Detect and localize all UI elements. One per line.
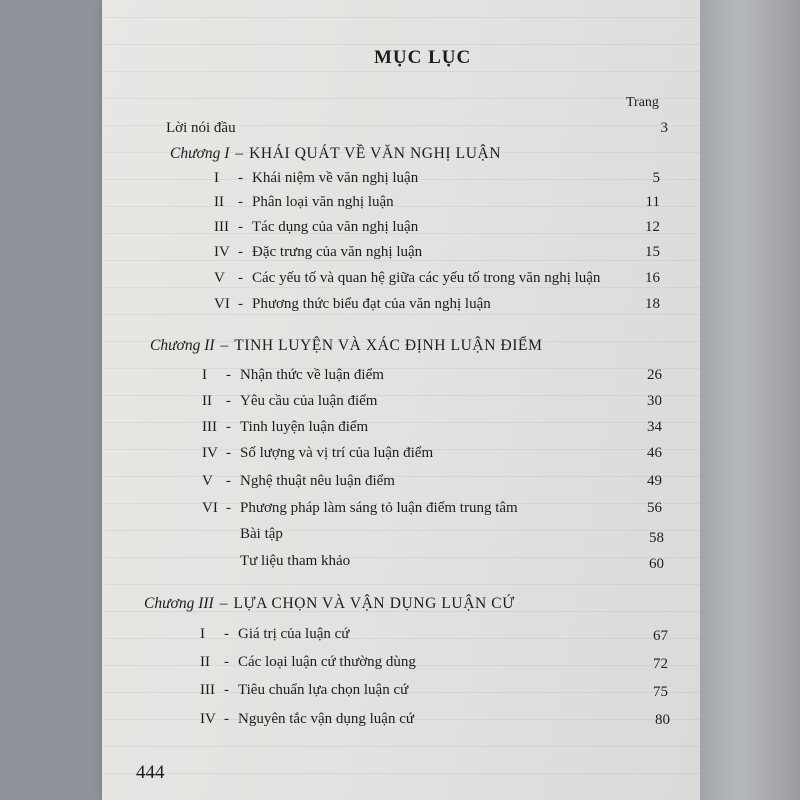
chapter-label: Chương II	[150, 337, 215, 354]
intro-entry-page: 3	[660, 120, 668, 136]
toc-entry-page: 30	[647, 393, 662, 409]
toc-entry: II - Phân loại văn nghị luận	[214, 194, 394, 210]
facing-page-edge	[700, 0, 800, 800]
page-title: MỤC LỤC	[374, 47, 472, 68]
toc-entry: I - Khái niệm về văn nghị luận	[214, 170, 419, 186]
toc-entry-page: 56	[647, 500, 662, 516]
intro-entry-title: Lời nói đầu	[166, 120, 236, 136]
toc-entry-page: 15	[645, 244, 660, 260]
page-number: 444	[136, 762, 165, 783]
toc-entry: V - Các yếu tố và quan hệ giữa các yếu tố trong văn nghị luận	[214, 270, 601, 286]
chapter-heading: Chương III – LỰA CHỌN VÀ VẬN DỤNG LUẬN CỨ	[144, 595, 515, 612]
toc-entry: IV - Số lượng và vị trí của luận điểm	[202, 445, 434, 461]
toc-entry: III - Tinh luyện luận điểm	[202, 419, 369, 435]
chapter-label: Chương I	[170, 145, 230, 162]
chapter-title: TINH LUYỆN VÀ XÁC ĐỊNH LUẬN ĐIỂM	[234, 337, 543, 354]
toc-entry: III - Tác dụng của văn nghị luận	[214, 219, 419, 235]
toc-entry: VI - Phương pháp làm sáng tỏ luận điểm trung tâm	[202, 500, 518, 516]
toc-entry-page: 34	[647, 419, 662, 435]
toc-entry-page: 49	[647, 473, 662, 489]
toc-entry: IV - Nguyên tắc vận dụng luận cứ	[200, 711, 414, 727]
toc-entry-page: 16	[645, 270, 660, 286]
toc-entry: I - Nhận thức về luận điểm	[202, 367, 384, 383]
chapter-heading: Chương II – TINH LUYỆN VÀ XÁC ĐỊNH LUẬN ĐIỂM	[150, 337, 543, 354]
toc-entry-page: 26	[647, 367, 662, 383]
toc-entry: II - Yêu cầu của luận điểm	[202, 393, 378, 409]
toc-entry-page: 18	[645, 296, 660, 312]
toc-entry-page: 67	[653, 628, 668, 644]
toc-entry-page: 5	[652, 170, 660, 186]
toc-entry-page: 72	[653, 656, 668, 672]
toc-entry: III - Tiêu chuẩn lựa chọn luận cứ	[200, 682, 409, 698]
toc-entry: VI - Phương thức biểu đạt của văn nghị luận	[214, 296, 491, 312]
toc-entry: V - Nghệ thuật nêu luận điểm	[202, 473, 395, 489]
toc-entry-page: 46	[647, 445, 662, 461]
toc-entry: I - Giá trị của luận cứ	[200, 626, 350, 642]
chapter-title: LỰA CHỌN VÀ VẬN DỤNG LUẬN CỨ	[233, 595, 515, 612]
book-page	[102, 0, 700, 800]
toc-entry-page: 58	[649, 530, 664, 546]
chapter-heading: Chương I – KHÁI QUÁT VỀ VĂN NGHỊ LUẬN	[170, 145, 502, 162]
toc-entry-page: 12	[645, 219, 660, 235]
toc-entry: Tư liệu tham khảo	[240, 553, 351, 569]
toc-entry-page: 75	[653, 684, 668, 700]
toc-entry-page: 60	[649, 556, 664, 572]
chapter-title: KHÁI QUÁT VỀ VĂN NGHỊ LUẬN	[249, 145, 502, 162]
toc-entry-page: 11	[645, 194, 660, 210]
page-column-label: Trang	[626, 95, 659, 110]
toc-entry: IV - Đặc trưng của văn nghị luận	[214, 244, 423, 260]
toc-entry: Bài tập	[240, 526, 283, 542]
chapter-label: Chương III	[144, 595, 214, 612]
toc-entry: II - Các loại luận cứ thường dùng	[200, 654, 416, 670]
toc-entry-page: 80	[655, 712, 670, 728]
